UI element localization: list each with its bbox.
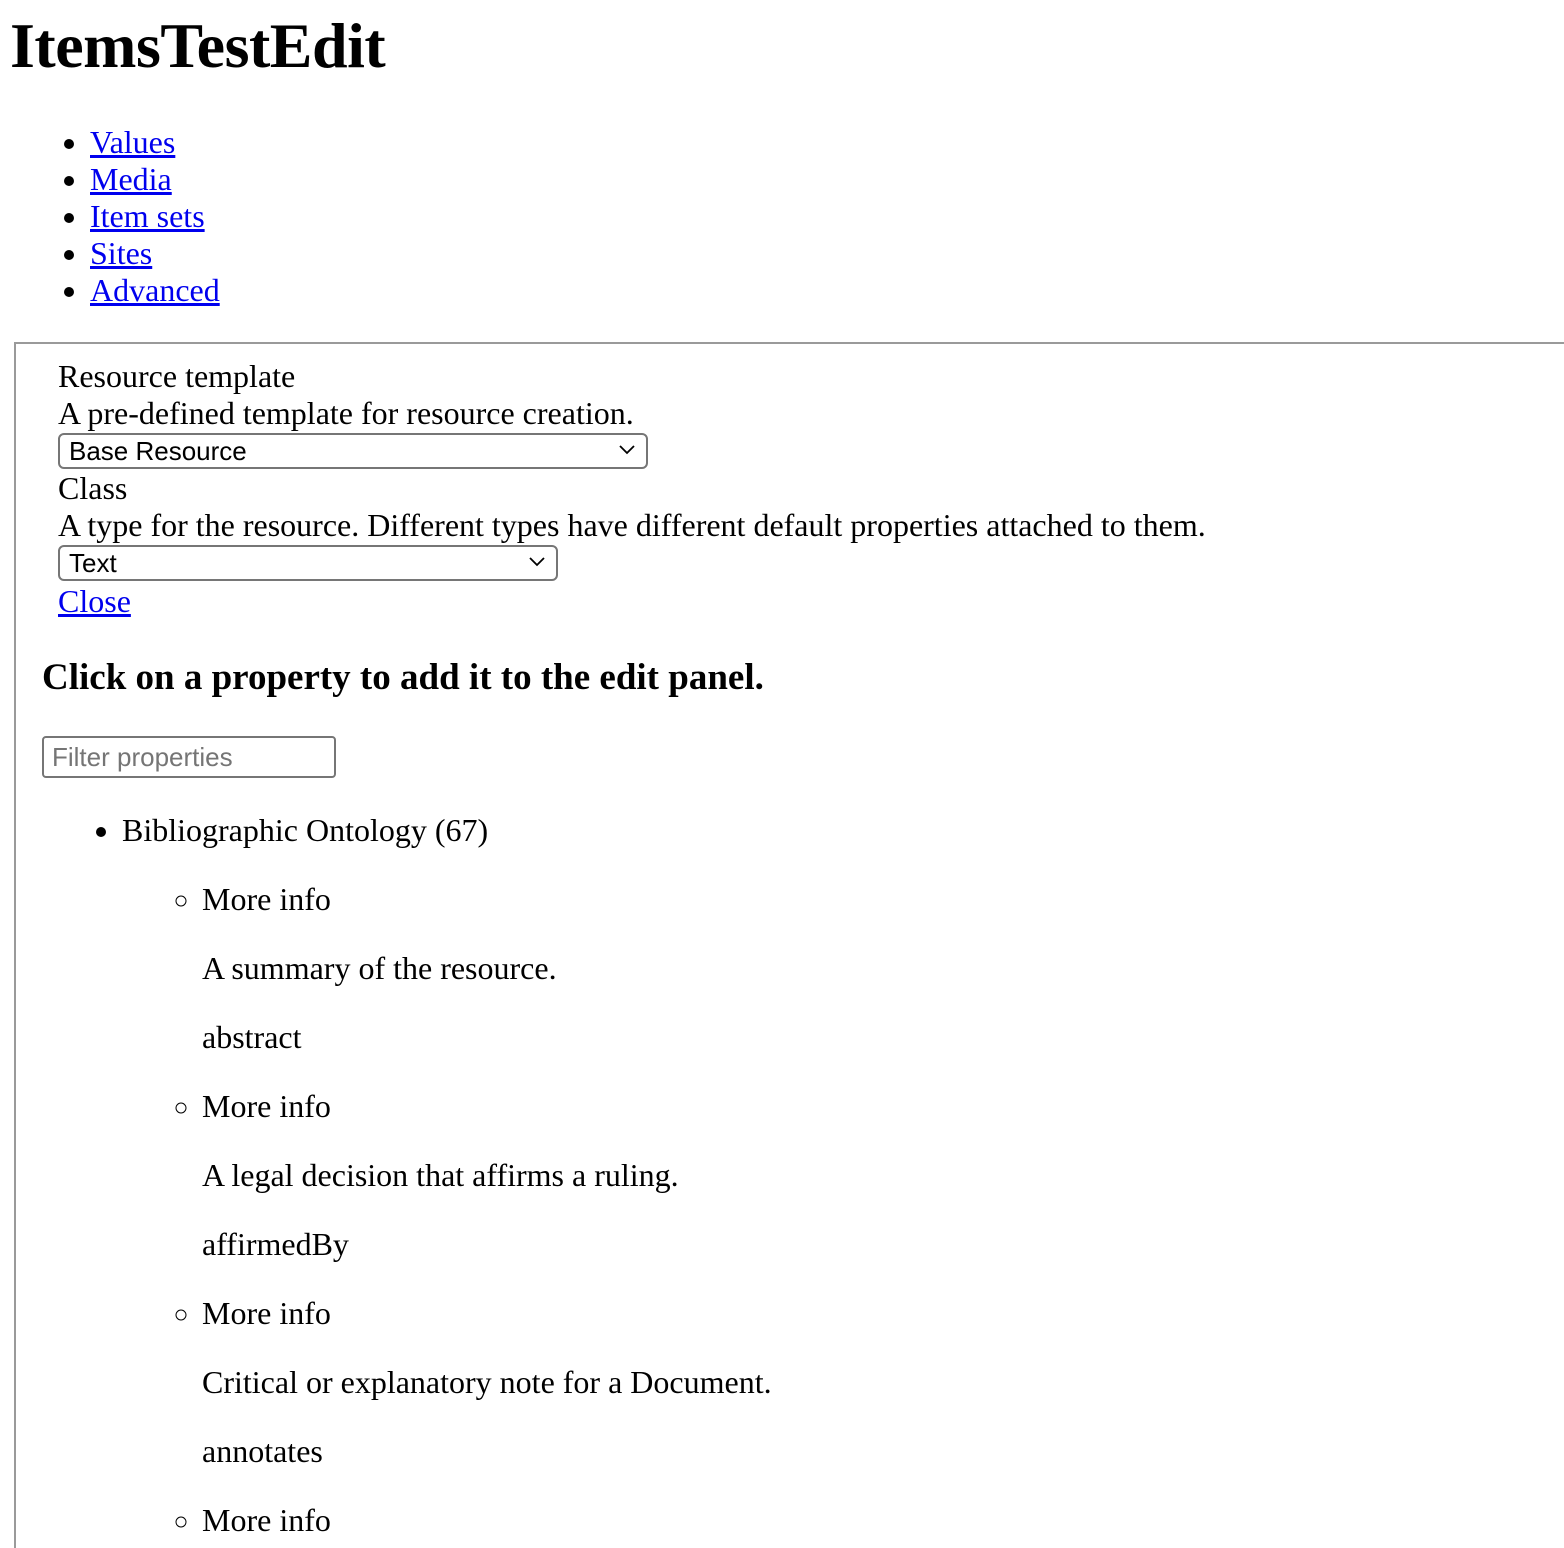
more-info-toggle[interactable]: More info [202, 1088, 331, 1124]
more-info-toggle[interactable]: More info [202, 1502, 331, 1538]
property-item[interactable] [202, 1295, 772, 1470]
resource-template-select[interactable] [58, 433, 648, 469]
more-info-toggle[interactable]: More info [202, 1295, 331, 1331]
section-nav [0, 124, 220, 309]
property-selector-heading: Click on a property to add it to the edit panel. [42, 657, 764, 698]
close-link[interactable]: Close [58, 583, 131, 619]
more-info-toggle[interactable]: More info [202, 881, 331, 917]
property-description: Critical or explanatory note for a Document. [202, 1364, 772, 1400]
nav-link-sites[interactable]: Sites [90, 235, 153, 271]
nav-item-advanced [90, 272, 220, 309]
page-title: ItemsTestEdit [10, 10, 386, 81]
property-item[interactable] [202, 881, 772, 1056]
vocabulary-list [0, 812, 772, 1548]
nav-link-media[interactable]: Media [90, 161, 172, 197]
property-name[interactable]: abstract [202, 1019, 302, 1055]
resource-template-description: A pre-defined template for resource creation. [58, 395, 634, 431]
class-selected: Text [69, 548, 117, 578]
class-label: Class [58, 470, 128, 506]
property-item[interactable] [202, 1088, 772, 1263]
property-description: A summary of the resource. [202, 950, 557, 986]
vocabulary-label: Bibliographic Ontology (67) [122, 812, 489, 848]
nav-item-item-sets [90, 198, 220, 235]
close-link-wrap [58, 583, 131, 620]
resource-template-selected: Base Resource [69, 436, 247, 466]
filter-properties-input[interactable] [42, 736, 336, 778]
nav-item-sites [90, 235, 220, 272]
property-list [122, 881, 772, 1539]
resource-template-label: Resource template [58, 358, 296, 394]
property-name[interactable]: affirmedBy [202, 1226, 349, 1262]
chevron-down-icon [528, 552, 546, 570]
vocabulary-item[interactable] [122, 812, 772, 1539]
nav-item-media [90, 161, 220, 198]
property-item[interactable] [202, 1502, 772, 1539]
property-description: A legal decision that affirms a ruling. [202, 1157, 679, 1193]
nav-link-advanced[interactable]: Advanced [90, 272, 220, 308]
nav-link-values[interactable]: Values [90, 124, 176, 160]
chevron-down-icon [618, 440, 636, 458]
class-description: A type for the resource. Different types have different default properties attached to them. [58, 507, 1206, 543]
nav-link-item-sets[interactable]: Item sets [90, 198, 205, 234]
class-select[interactable] [58, 545, 558, 581]
property-name[interactable]: annotates [202, 1433, 323, 1469]
nav-item-values [90, 124, 220, 161]
